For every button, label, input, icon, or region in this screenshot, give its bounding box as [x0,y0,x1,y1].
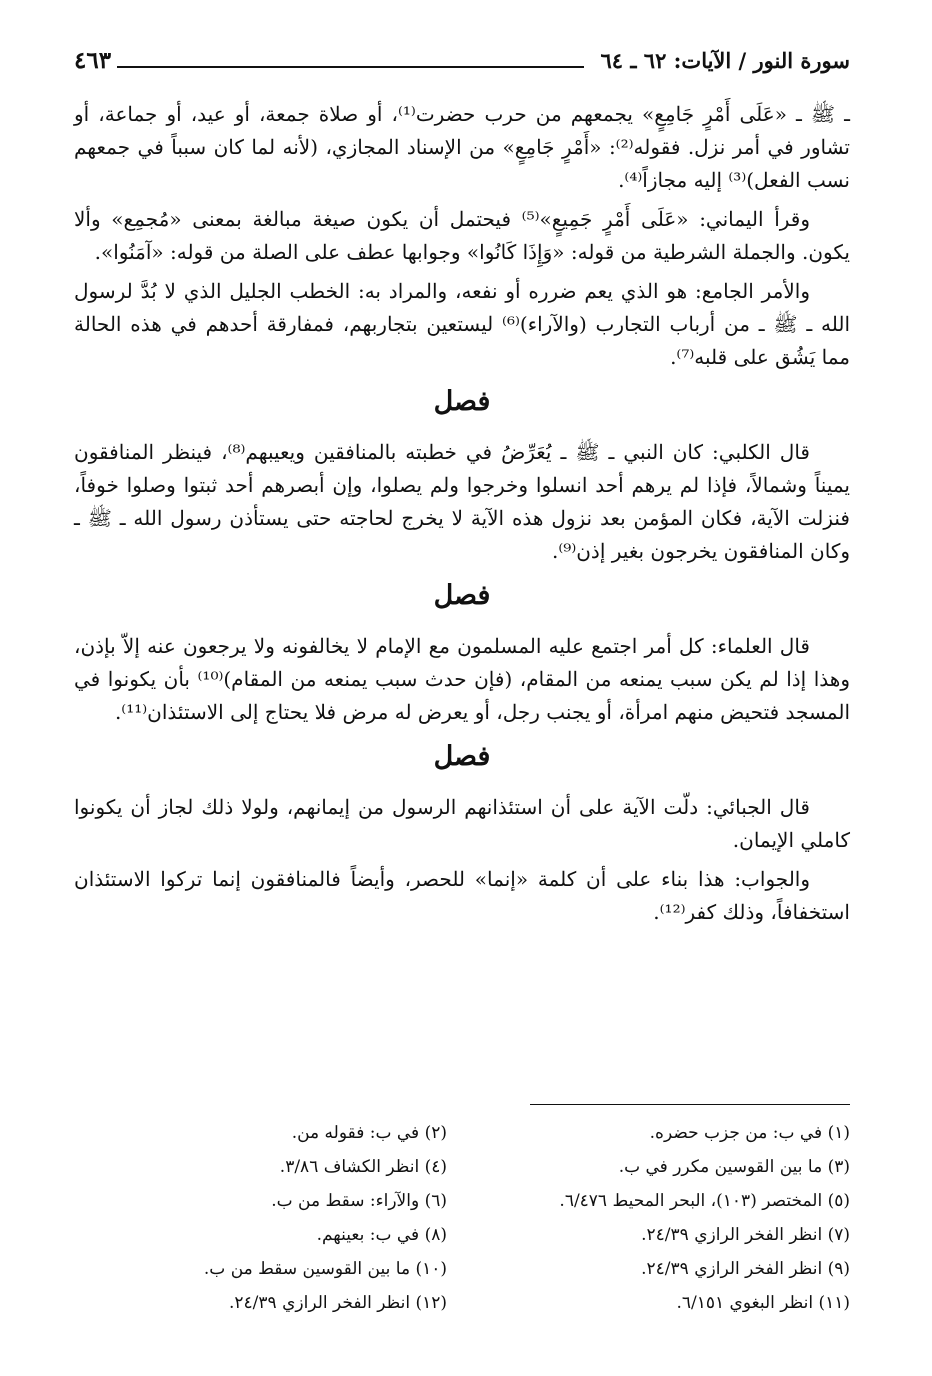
footnote-8: (٨) في ب: بعينهم. [316,1225,447,1245]
footnote-11: (١١) انظر البغوي ٦/١٥١. [676,1293,850,1313]
footnote-divider [530,1104,850,1105]
main-text [74,98,850,935]
footnote-9: (٩) انظر الفخر الرازي ٢٤/٣٩. [641,1259,850,1279]
footnote-6: (٦) والآراء: سقط من ب. [271,1191,447,1211]
footnote-4: (٤) انظر الكشاف ٣/٨٦. [279,1157,447,1177]
section-3-paragraph-2: والجواب: هذا بناء على أن كلمة «إنما» للحصر، وأيضاً فالمنافقون إنما تركوا الاستئذان استخفافاً، وذلك كفر⁽¹²⁾. [74,867,850,924]
paragraph-2: وقرأ اليماني: «عَلَى أَمْرٍ جَمِيعٍ»⁽⁵⁾ فيحتمل أن يكون صيغة مبالغة بمعنى «مُجمِع» وألا يكون. والجملة الشرطية من قوله: «وَإِذَا كَانُوا» وجوابها عطف على الصلة من قوله: «آمَنُوا». [74,207,850,264]
running-header [74,36,850,76]
section-title-1: فصل [433,386,491,417]
header-rule [117,66,584,68]
footnote-3: (٣) ما بين القوسين مكرر في ب. [618,1157,850,1177]
section-title-3: فصل [433,741,491,772]
section-3-paragraph-1: قال الجبائي: دلّت الآية على أن استئذانهم الرسول من إيمانهم، ولولا ذلك لجاز أن يكونوا كاملي الإيمان. [74,795,850,852]
footnote-10: (١٠) ما بين القوسين سقط من ب. [203,1259,447,1279]
section-1-paragraph-1: قال الكلبي: كان النبي ـ ﷺ ـ يُعَرِّضُ في خطبته بالمنافقين ويعيبهم⁽⁸⁾، فينظر المنافقون يميناً وشمالاً، فإذا لم يرهم أحد انسلوا وخرجوا ولم يصلوا، وإن أبصرهم أحد ثبتوا وصلوا خوفاً، فنزلت الآية، فكان المؤمن بعد نزول هذه الآية لا يخرج لحاجته حتى يستأذن رسول الله ـ ﷺ ـ وكان المنافقون يخرجون بغير إذن⁽⁹⁾. [74,440,850,563]
paragraph-1: ـ ﷺ ـ «عَلَى أَمْرٍ جَامِعٍ» يجمعهم من حرب حضرت⁽¹⁾، أو صلاة جمعة، أو عيد، أو جماعة، أو تشاور في أمر نزل. فقوله⁽²⁾: «أَمْرٍ جَامِعٍ» من الإسناد المجازي، (لأنه لما كان سبباً في جمعهم نسب الفعل)⁽³⁾ إليه مجازاً⁽⁴⁾. [74,102,850,192]
paragraph-3: والأمر الجامع: هو الذي يعم ضرره أو نفعه، والمراد به: الخطب الجليل الذي لا بُدَّ لرسول الله ـ ﷺ ـ من أرباب التجارب (والآراء)⁽⁶⁾ ليستعين بتجاربهم، فمفارقة أحدهم في هذه الحالة مما يَشُق على قلبه⁽⁷⁾. [74,279,850,369]
section-title-2: فصل [433,580,491,611]
footnote-12: (١٢) انظر الفخر الرازي ٢٤/٣٩. [229,1293,447,1313]
page-number: ٤٦٣ [74,47,112,74]
header-title: سورة النور / الآيات: ٦٢ ـ ٦٤ [600,48,850,73]
footnote-5: (٥) المختصر (١٠٣)، البحر المحيط ٦/٤٧٦. [559,1191,850,1211]
footnote-2: (٢) في ب: فقوله من. [291,1123,447,1143]
footnote-7: (٧) انظر الفخر الرازي ٢٤/٣٩. [641,1225,850,1245]
footnotes [74,1118,850,1318]
section-2-paragraph-1: قال العلماء: كل أمر اجتمع عليه المسلمون مع الإمام لا يخالفونه ولا يرجعون عنه إلاّ بإذن، وهذا إذا لم يكن سبب يمنعه من المقام، (فإن حدث سبب يمنعه من المقام)⁽¹⁰⁾ بأن يكونوا في المسجد فتحيض منهم امرأة، أو يجنب رجل، أو يعرض له مرض فلا يحتاج إلى الاستئذان⁽¹¹⁾. [74,634,851,724]
footnote-1: (١) في ب: من جزب حضره. [649,1123,850,1143]
